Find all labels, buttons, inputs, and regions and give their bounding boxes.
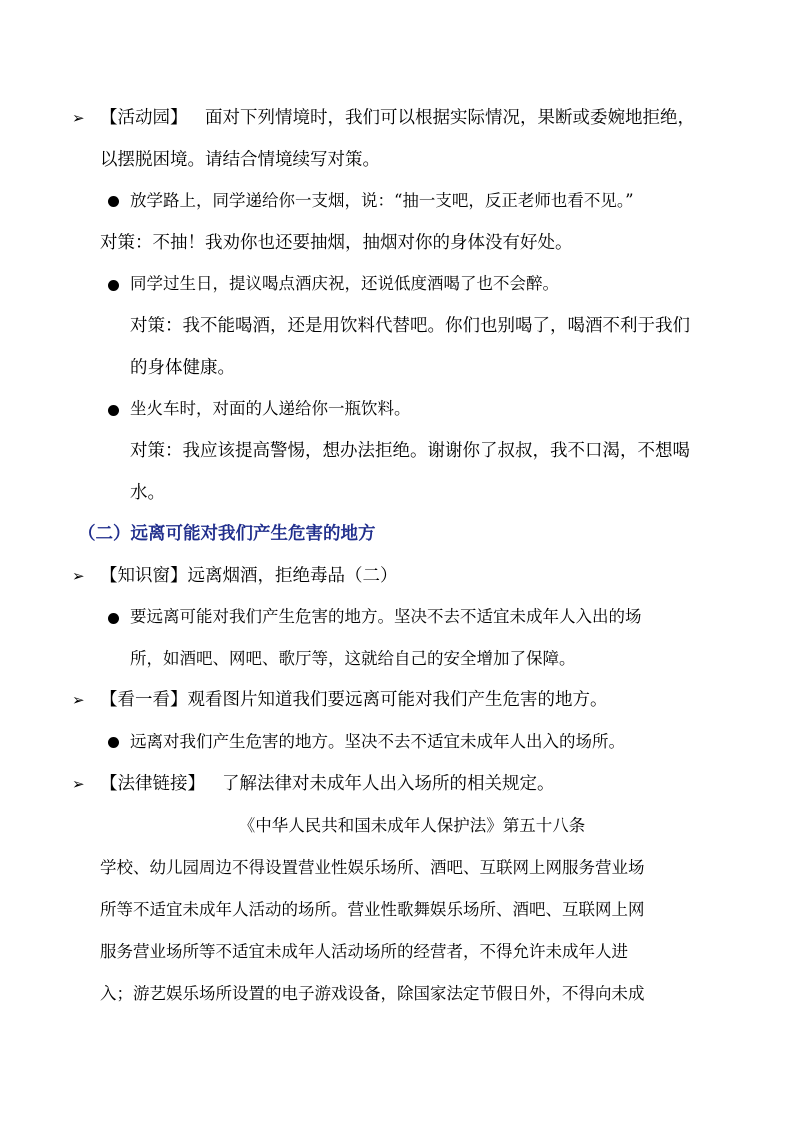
section-heading: （二）远离可能对我们产生危害的地方 [78, 524, 376, 544]
bullet-dot-icon [108, 405, 119, 416]
law-paragraph-line-2: 所等不适宜未成年人活动的场所。营业性歌舞娱乐场所、酒吧、互联网上网 [100, 900, 645, 919]
scenario-3-answer-line-1: 对策：我应该提高警惕，想办法拒绝。谢谢你了叔叔，我不口渴，不想喝 [130, 441, 690, 461]
scenario-3-prompt: 坐火车时，对面的人递给你一瓶饮料。 [130, 399, 411, 418]
arrow-bullet-icon: ➢ [72, 691, 85, 709]
bullet-dot-icon [108, 196, 119, 207]
law-paragraph-line-1: 学校、幼儿园周边不得设置营业性娱乐场所、酒吧、互联网上网服务营业场 [100, 858, 645, 877]
bullet-dot-icon [108, 280, 119, 291]
law-title: 《中华人民共和国未成年人保护法》第五十八条 [238, 816, 586, 835]
arrow-bullet-icon: ➢ [72, 567, 85, 585]
scenario-2-prompt: 同学过生日，提议喝点酒庆祝，还说低度酒喝了也不会醉。 [130, 274, 559, 293]
scenario-2-answer-line-1: 对策：我不能喝酒，还是用饮料代替吧。你们也别喝了，喝酒不利于我们 [130, 316, 690, 336]
arrow-bullet-icon: ➢ [72, 109, 85, 127]
law-line: 了解法律对未成年人出入场所的相关规定。 [222, 774, 555, 794]
scenario-3-answer-line-2: 水。 [130, 483, 165, 503]
law-paragraph-line-4: 入；游艺娱乐场所设置的电子游戏设备，除国家法定节假日外，不得向未成 [100, 984, 645, 1003]
look-line: 【看一看】观看图片知道我们要远离可能对我们产生危害的地方。 [100, 690, 608, 710]
scenario-1-prompt: 放学路上，同学递给你一支烟，说：“抽一支吧，反正老师也看不见。” [130, 191, 634, 210]
knowledge-line: 【知识窗】远离烟酒，拒绝毒品（二） [100, 566, 398, 586]
look-bullet: 远离对我们产生危害的地方。坚决不去不适宜未成年人出入的场所。 [130, 732, 625, 751]
bullet-dot-icon [108, 613, 119, 624]
arrow-bullet-icon: ➢ [72, 775, 85, 793]
activity-tag: 【活动园】 [100, 108, 188, 128]
activity-intro-line-2: 以摆脱困境。请结合情境续写对策。 [100, 150, 380, 170]
scenario-2-answer-line-2: 的身体健康。 [130, 358, 235, 378]
law-tag: 【法律链接】 [100, 774, 205, 794]
activity-intro-line-1: 面对下列情境时，我们可以根据实际情况，果断或委婉地拒绝， [205, 108, 695, 128]
bullet-dot-icon [108, 737, 119, 748]
knowledge-bullet-line-2: 所，如酒吧、网吧、歌厅等，这就给自己的安全增加了保障。 [130, 649, 576, 668]
knowledge-bullet-line-1: 要远离可能对我们产生危害的地方。坚决不去不适宜未成年人入出的场 [130, 607, 642, 626]
scenario-1-answer: 对策：不抽！我劝你也还要抽烟，抽烟对你的身体没有好处。 [100, 233, 573, 253]
law-paragraph-line-3: 服务营业场所等不适宜未成年人活动场所的经营者，不得允许未成年人进 [100, 942, 628, 961]
